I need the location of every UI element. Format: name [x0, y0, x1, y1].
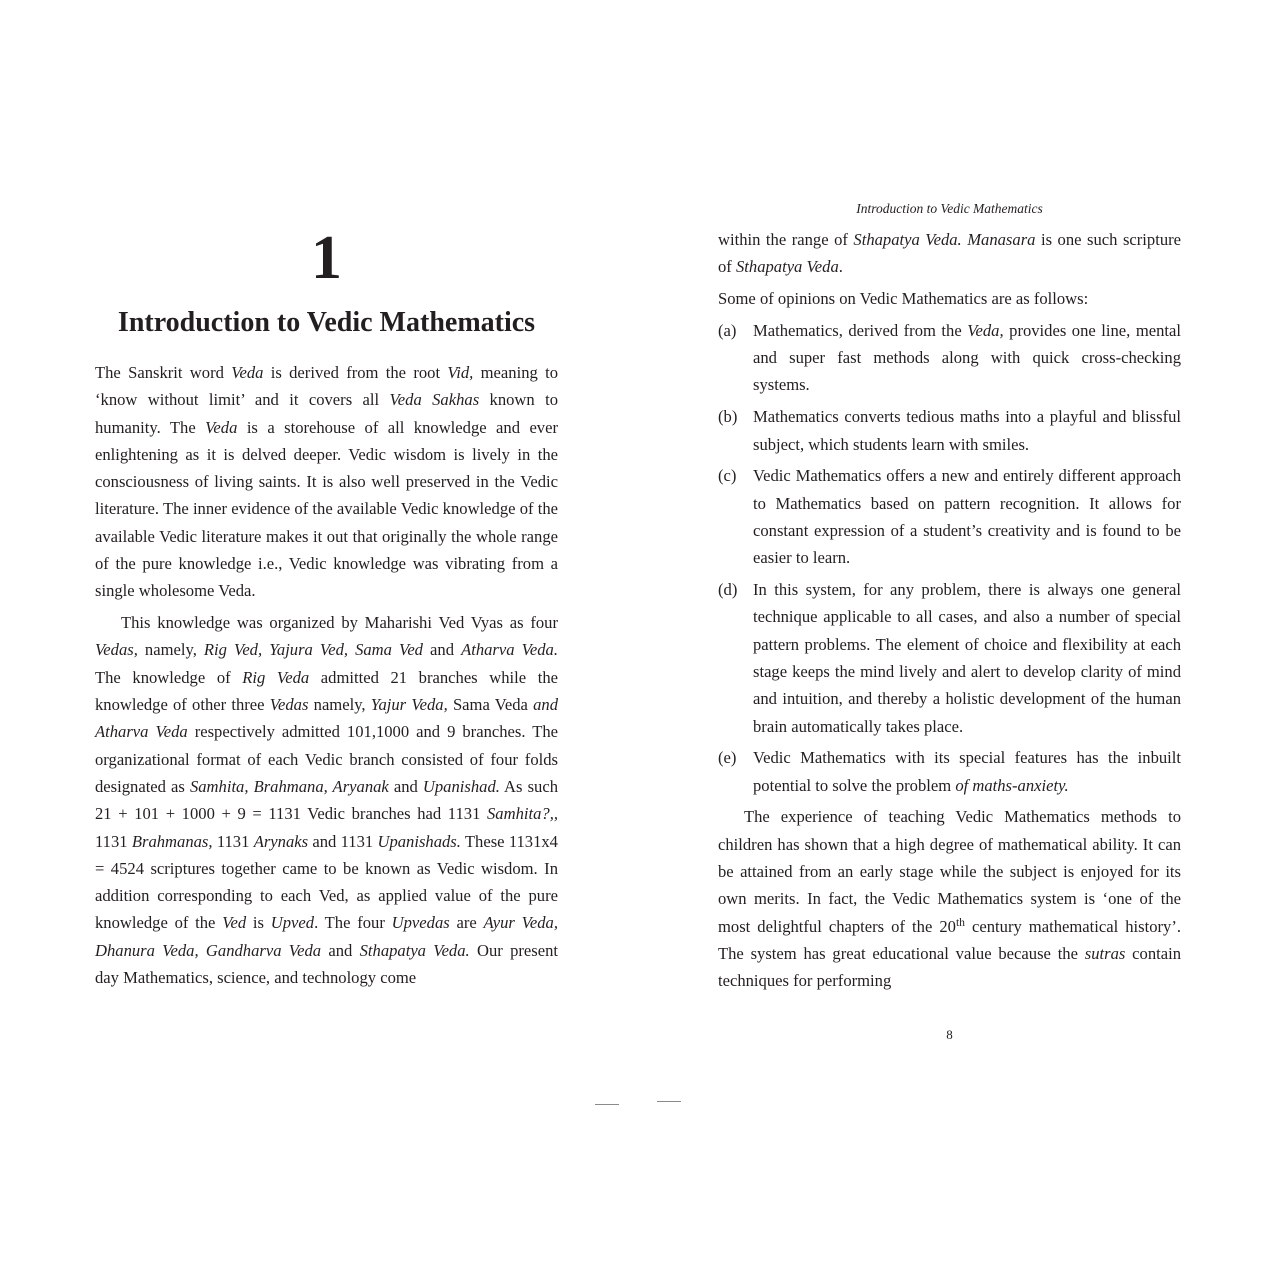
text-run: Sama Veda [447, 695, 534, 715]
list-marker: (b) [718, 407, 738, 427]
italic-text: Upanishads. [377, 831, 461, 851]
italic-text: Veda [231, 363, 264, 382]
text-run: In this system, for any problem, there is always one general technique applicable to all cases, and also a number of special pattern problems. The element of choice and flexibility at each stage keeps the mind lively and alert to develop clarity of mind and intuition, and thereby a holistic development of the human brain automatically takes place. [753, 580, 1181, 736]
text-run: respectively admitted 101,1000 and 9 branches. The organizational format of each Vedic branch consisted of four folds designated as [95, 722, 558, 796]
list-marker: (e) [718, 748, 737, 768]
italic-text: Veda, [967, 320, 1004, 340]
text-run: The Sanskrit word [95, 363, 232, 382]
list-item [718, 462, 1181, 571]
list-item [718, 403, 1181, 458]
italic-text: Vid, [447, 363, 474, 382]
italic-text: Arynaks [253, 831, 309, 851]
italic-text: Samhita, Brahmana, Aryanak [189, 776, 389, 796]
text-run: . [838, 257, 843, 277]
text-run: are [449, 913, 484, 933]
text-run: known to humanity. The [95, 390, 558, 437]
italic-text: Ayur Veda, Dhanura Veda, Gandharva Veda [95, 913, 558, 960]
text-run: . The four [314, 913, 392, 933]
italic-text: Veda [205, 417, 238, 437]
italic-text: Sthapatya Veda. Manasara [853, 230, 1036, 249]
italic-text: sutras [1084, 943, 1126, 963]
running-head: Introduction to Vedic Mathematics [856, 201, 1043, 216]
italic-text: Rig Veda [242, 667, 310, 687]
text-run: This knowledge was organized by Maharishi Ved Vyas as four [121, 613, 558, 633]
page-number: 8 [946, 1027, 953, 1042]
italic-text: Ved [222, 913, 247, 933]
list-item-text [753, 462, 1181, 571]
superscript-text: th [955, 915, 965, 929]
text-run: is derived from the root [263, 363, 448, 382]
text-run: within the range of [718, 230, 854, 249]
text-run: Our present day Mathematics, science, and technology come [95, 940, 558, 988]
text-run: century mathematical history’. The system has great educational value because the [718, 916, 1181, 963]
italic-text: Upved [270, 913, 315, 933]
text-run: Mathematics converts tedious maths into a playful and blissful subject, which students learn with smiles. [753, 407, 1181, 454]
chapter-title: Introduction to Vedic Mathematics [117, 307, 536, 338]
chapter-number: 1 [311, 224, 342, 292]
list-item-text [753, 576, 1181, 740]
text-run: Vedic Mathematics with its special features has the inbuilt potential to solve the problem [753, 748, 1181, 795]
list-marker: (a) [718, 320, 737, 340]
body-paragraph [95, 359, 558, 605]
text-run: Some of opinions on Vedic Mathematics are as follows: [718, 289, 1089, 309]
crop-mark [595, 1104, 619, 1105]
body-paragraph [95, 609, 558, 991]
text-run: and 1131 [308, 831, 378, 851]
body-paragraph [718, 803, 1181, 994]
left-body-text [95, 359, 558, 996]
text-run: is one such scripture of [718, 230, 1182, 277]
text-run: Mathematics, derived from the [753, 320, 968, 340]
list-item-text [753, 403, 1181, 458]
italic-text: Vedas, [95, 640, 138, 660]
list-item [718, 317, 1181, 399]
text-run: namely, [137, 640, 204, 660]
italic-text: Upvedas [391, 913, 450, 933]
text-run: provides one line, mental and super fast methods along with quick cross-checking systems. [753, 320, 1181, 395]
text-run: admitted 21 branches while the knowledge of other three [95, 667, 559, 715]
italic-text: and Atharva Veda [95, 695, 558, 742]
crop-mark [657, 1101, 681, 1102]
text-run: and [321, 940, 360, 960]
list-item-text [753, 744, 1181, 799]
italic-text: Sthapatya Veda. [359, 940, 470, 960]
text-run: meaning to ‘know without limit’ and it covers all [95, 363, 558, 410]
italic-text: Veda Sakhas [389, 390, 480, 410]
italic-text: Upanishad. [422, 776, 500, 796]
italic-text: Rig Ved, Yajura Ved, Sama Ved [203, 640, 423, 660]
italic-text: Samhita?,, [487, 804, 558, 824]
text-run: The experience of teaching Vedic Mathematics methods to children has shown that a high degree of mathematical ability. It can be attained from an early stage while the subject is enjoyed for its own merits. In fact, the Vedic Mathematics system is ‘one of the most delightful chapters of the 20 [718, 807, 1181, 936]
text-run: These 1131x4 = 4524 scriptures together came to be known as Vedic wisdom. In addition corresponding to each Ved, as applied value of the pure knowledge of the [95, 831, 558, 933]
text-run: contain techniques for performing [718, 943, 1182, 991]
text-run: Vedic Mathematics offers a new and entirely different approach to Mathematics based on pattern recognition. It allows for constant expression of a student’s creativity and is found to be easier to learn. [753, 466, 1181, 568]
italic-text: Brahmanas, [131, 831, 213, 851]
text-run: and [422, 640, 462, 660]
body-paragraph [718, 226, 1181, 281]
list-item-text [753, 317, 1181, 399]
italic-text: of maths-anxiety. [955, 775, 1069, 795]
list-marker: (c) [718, 466, 737, 486]
text-run: namely, [308, 695, 371, 715]
text-run: and [388, 776, 423, 796]
list-marker: (d) [718, 580, 738, 600]
italic-text: Yajur Veda, [370, 695, 448, 715]
right-body-text [718, 226, 1181, 999]
text-run: is a storehouse of all knowledge and ever enlightening as it is delved deeper. Vedic wisdom is lively in the consciousness of living saints. It is also well preserved in the Vedic literature. The inner evidence of the available Vedic knowledge of the available Vedic literature makes it out that originally the whole range of the pure knowledge i.e., Vedic knowledge was vibrating from a single wholesome Veda. [95, 417, 558, 601]
list-intro [718, 285, 1181, 312]
text-run: As such 21 + 101 + 1000 + 9 = 1131 Vedic branches had 1131 [95, 776, 558, 824]
text-run: 1131 [95, 831, 132, 851]
text-run: 1131 [212, 831, 254, 851]
text-run: is [246, 913, 271, 933]
text-run: The knowledge of [95, 667, 243, 687]
italic-text: Vedas [269, 695, 309, 715]
list-item [718, 576, 1181, 740]
list-item [718, 744, 1181, 799]
italic-text: Atharva Veda. [461, 640, 559, 660]
italic-text: Sthapatya Veda [735, 257, 839, 277]
